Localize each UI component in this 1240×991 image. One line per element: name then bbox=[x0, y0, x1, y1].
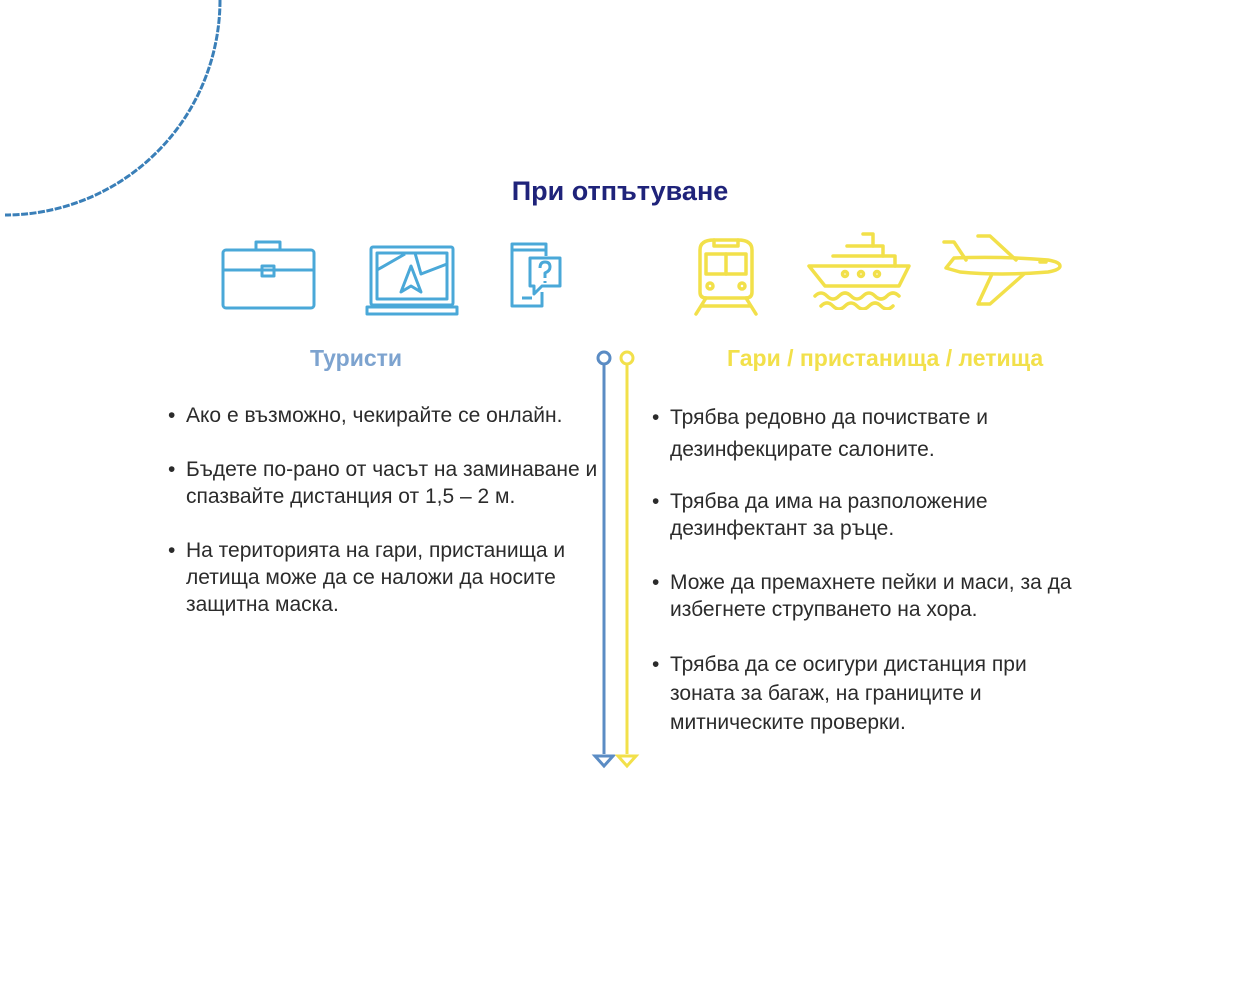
page-title: При отпътуване bbox=[511, 176, 729, 206]
train-icon bbox=[692, 236, 760, 318]
list-item: • На територията на гари, пристанища и летища може да се наложи да носите защитна маска. bbox=[168, 537, 598, 618]
airplane-icon bbox=[940, 232, 1064, 308]
heading-tourists: Туристи bbox=[310, 345, 403, 371]
list-item: • Бъдете по-рано от часът на заминаване и спазвайте дистанция от 1,5 – 2 м. bbox=[168, 456, 598, 510]
list-item: • Трябва редовно да почиствате и дезинфекцирате салоните. bbox=[652, 402, 1082, 466]
stations-list bbox=[652, 402, 1082, 764]
heading-stations: Гари / пристанища / летища bbox=[727, 345, 1044, 371]
list-item: • Трябва да има на разположение дезинфектант за ръце. bbox=[652, 488, 1082, 542]
phone-question-icon bbox=[508, 240, 566, 312]
ship-icon bbox=[805, 230, 913, 310]
list-item: • Може да премахнете пейки и маси, за да избегнете струпването на хора. bbox=[652, 569, 1082, 623]
tourists-list bbox=[168, 402, 598, 645]
briefcase-icon bbox=[220, 238, 318, 312]
list-item: • Ако е възможно, чекирайте се онлайн. bbox=[168, 402, 598, 429]
list-item: • Трябва да се осигури дистанция при зоната за багаж, на границите и митническите проверки. bbox=[652, 650, 1082, 737]
laptop-map-icon bbox=[365, 244, 459, 320]
